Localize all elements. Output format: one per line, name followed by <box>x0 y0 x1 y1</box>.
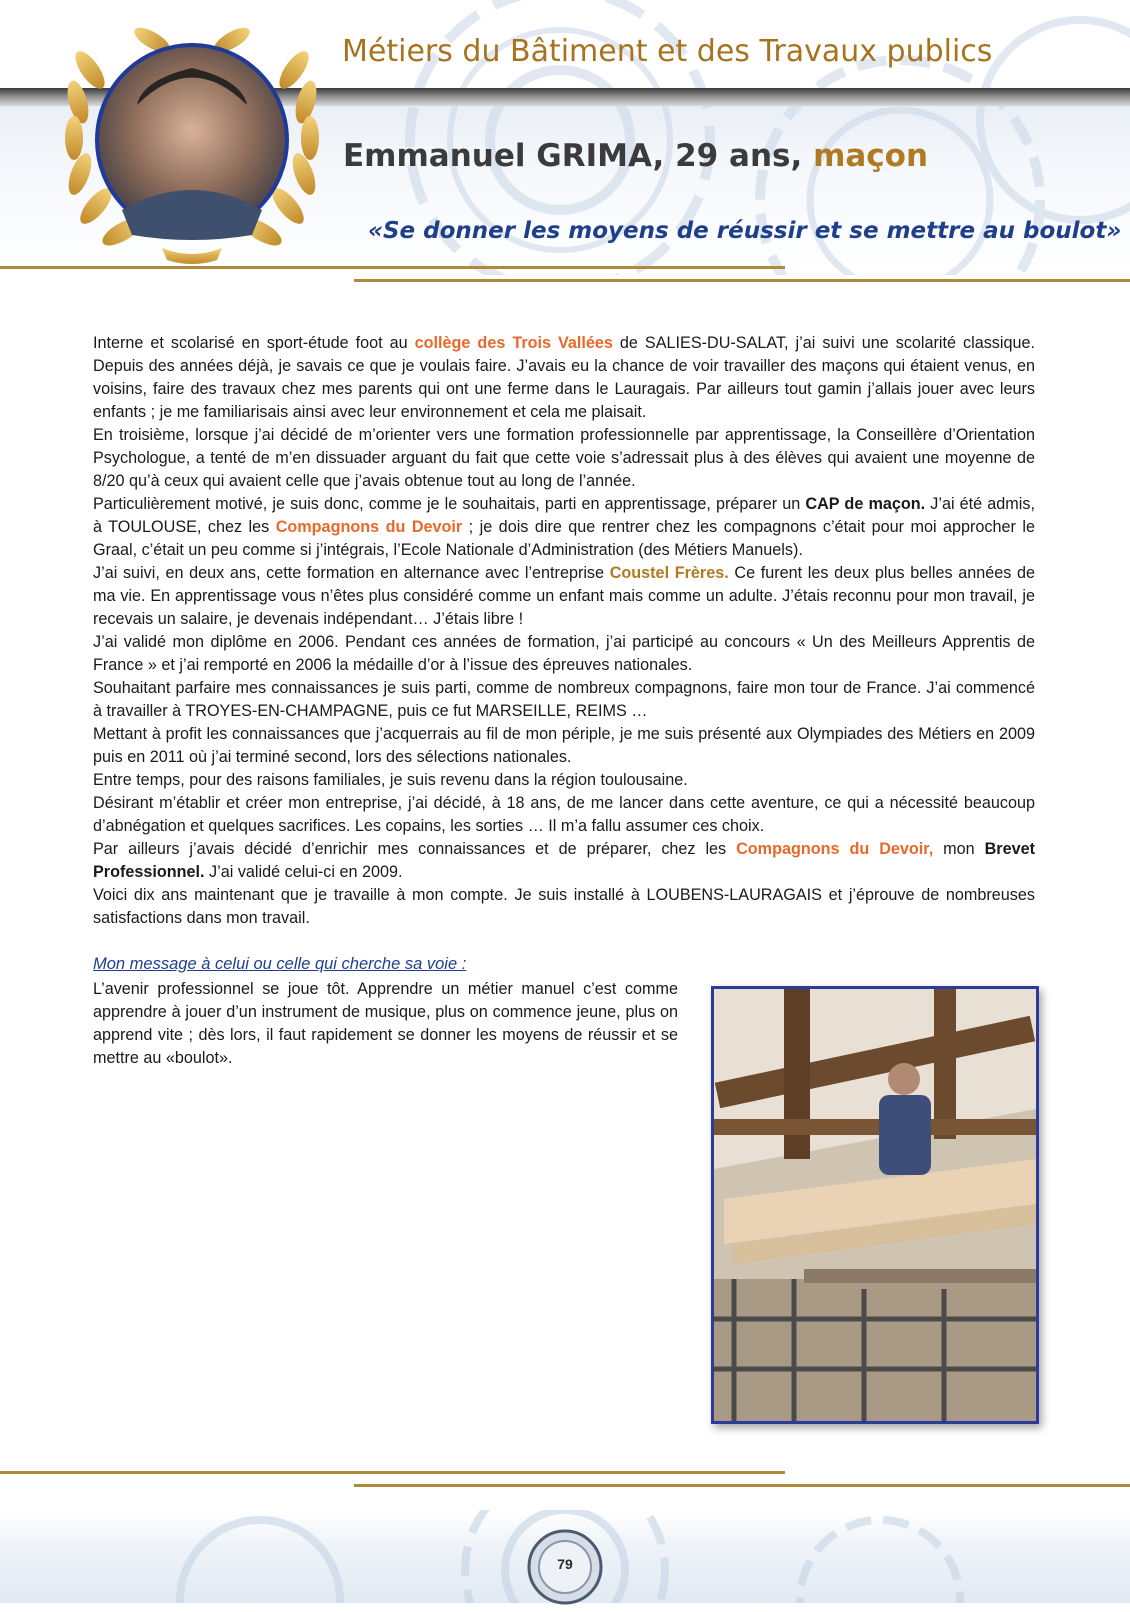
organisation-name: Compagnons du Devoir <box>275 518 463 536</box>
paragraph: Souhaitant parfaire mes connaissances je suis parti, comme de nombreux compagnons, faire mon tour de France. J’ai commencé à travailler à TROYES-EN-CHAMPAGNE, puis ce fut MARSEILLE, REIMS … <box>93 679 1035 720</box>
work-photo-illustration <box>714 989 1036 1421</box>
page-number: 79 <box>557 1556 573 1572</box>
headline-quote: «Se donner les moyens de réussir et se mettre au boulot» <box>368 218 1122 244</box>
person-title <box>343 138 928 174</box>
header-rule-left <box>0 266 785 269</box>
person-job: maçon <box>813 138 929 174</box>
paragraph: Mettant à profit les connaissances que j’acquerrais au fil de mon périple, je me suis présenté aux Olympiades des Métiers en 2009 puis en 2011 où j’ai terminé second, lors des sélections nationales. <box>93 725 1035 766</box>
paragraph: Par ailleurs j’avais décidé d’enrichir mes connaissances et de préparer, chez les Compagnons du Devoir, mon Brevet Professionnel. J’ai validé celui-ci en 2009. <box>93 840 1035 881</box>
paragraph: Désirant m’établir et créer mon entreprise, j’ai décidé, à 18 ans, de me lancer dans cette aventure, ce qui a nécessité beaucoup d’abnégation et quelques sacrifices. Les copains, les sorties … Il m’a fallu assumer ces choix. <box>93 794 1035 835</box>
paragraph: J’ai suivi, en deux ans, cette formation en alternance avec l’entreprise Coustel Frères. Ce furent les deux plus belles années de ma vie. En apprentissage vous n’êtes plus considéré comme un enfant mais comme un adulte. J’étais reconnu pour mon travail, je recevais un salaire, je devenais indépendant… J’étais libre ! <box>93 564 1035 628</box>
paragraph: Particulièrement motivé, je suis donc, comme je le souhaitais, parti en apprentissage, préparer un CAP de maçon. J’ai été admis, à TOULOUSE, chez les Compagnons du Devoir ; je dois dire que rentrer chez les compagnons c’était pour moi approcher le Graal, c’était un peu comme si j’intégrais, l’Ecole Nationale d’Administration (des Métiers Manuels). <box>93 495 1035 559</box>
paragraph: Interne et scolarisé en sport-étude foot au collège des Trois Vallées de SALIES-DU-SALAT, j’ai suivi une scolarité classique. Depuis des années déjà, je savais ce que je voulais faire. J’avais eu la chance de voir travailler des maçons qui étaient venus, en voisins, faire des travaux chez mes parents qui ont une ferme dans le Lauragais. Par ailleurs tout gamin j’allais jouer avec leurs enfants ; je me familiarisais ainsi avec leur environnement et cela me plaisait. <box>93 334 1035 421</box>
footer-rule-right <box>354 1484 1130 1487</box>
series-title: Métiers du Bâtiment et des Travaux publics <box>342 34 993 69</box>
paragraph: En troisième, lorsque j’ai décidé de m’orienter vers une formation professionnelle par apprentissage, la Conseillère d’Orientation Psychologue, a tenté de m’en dissuader arguant du fait que cette voie s’adressait plus à des élèves qui avaient une moyenne de 8/20 qu’à ceux qui avaient celle que j’avais obtenue tout au long de l’année. <box>93 426 1035 490</box>
diploma-name: CAP de maçon. <box>805 495 926 513</box>
laurel-portrait <box>52 10 332 270</box>
paragraph: Entre temps, pour des raisons familiales, je suis revenu dans la région toulousaine. <box>93 771 688 789</box>
message-heading: Mon message à celui ou celle qui cherche sa voie : <box>93 955 467 973</box>
paragraph: J’ai validé mon diplôme en 2006. Pendant ces années de formation, j’ai participé au concours « Un des Meilleurs Apprentis de France » et j’ai remporté en 2006 la médaille d’or à l’issue des épreuves nationales. <box>93 633 1035 674</box>
person-name: Emmanuel GRIMA, 29 ans, <box>343 138 803 174</box>
article-body <box>93 332 1035 930</box>
school-name: collège des Trois Vallées <box>414 334 613 352</box>
diploma-name: Brevet Professionnel. <box>93 840 1035 881</box>
header-rule-right <box>354 279 1130 282</box>
message-text: L’avenir professionnel se joue tôt. Apprendre un métier manuel c’est comme apprendre à jouer d’un instrument de musique, plus on commence jeune, plus on apprend vite ; dès lors, il faut rapidement se donner les moyens de réussir et se mettre au «boulot». <box>93 980 678 1067</box>
work-photo <box>711 986 1039 1424</box>
paragraph: Voici dix ans maintenant que je travaille à mon compte. Je suis installé à LOUBENS-LAURAGAIS et j’éprouve de nombreuses satisfactions dans mon travail. <box>93 886 1035 927</box>
organisation-name: Compagnons du Devoir, <box>736 840 934 858</box>
footer-rule-left <box>0 1471 785 1474</box>
company-name: Coustel Frères. <box>609 564 729 582</box>
